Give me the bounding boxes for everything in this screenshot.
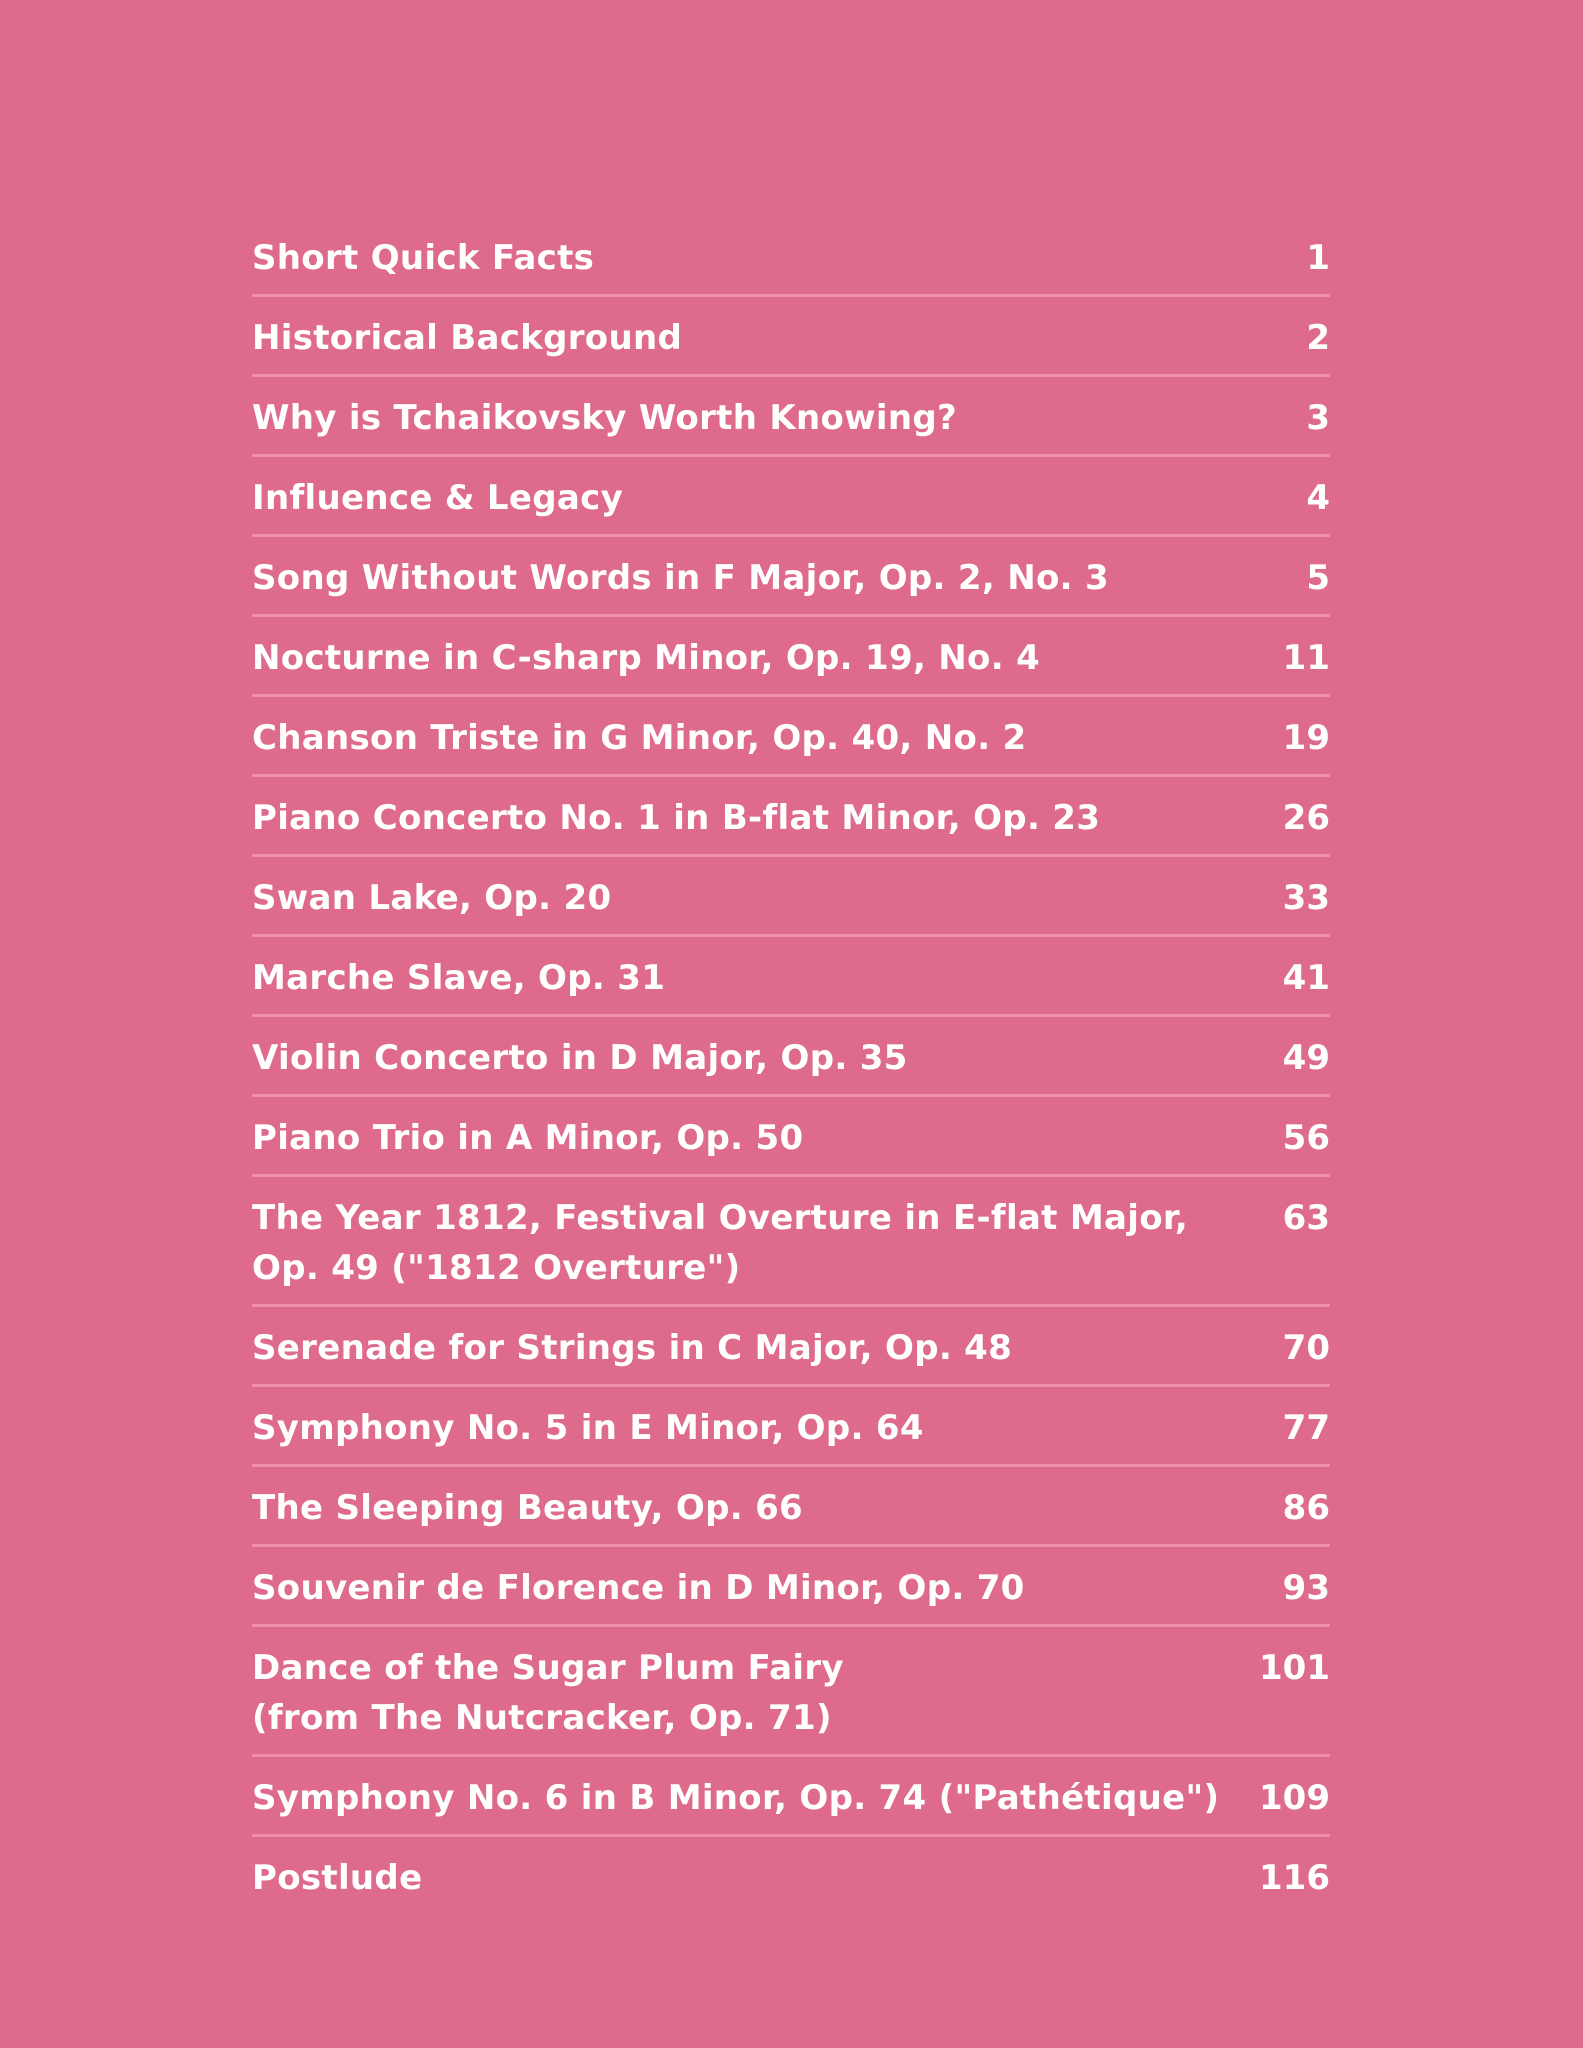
toc-entry-title-line-2: Op. 49 ("1812 Overture")	[252, 1248, 741, 1288]
toc-entry-historical-background[interactable]	[252, 297, 1330, 377]
toc-entry-sleeping-beauty[interactable]	[252, 1467, 1330, 1547]
toc-entry-title: Why is Tchaikovsky Worth Knowing?	[252, 398, 957, 438]
toc-entry-title	[252, 1643, 844, 1743]
toc-entry-title-line-1: Dance of the Sugar Plum Fairy	[252, 1648, 844, 1688]
toc-entry-page: 49	[1282, 1038, 1330, 1078]
toc-entry-title: Marche Slave, Op. 31	[252, 958, 666, 998]
toc-entry-page: 2	[1306, 318, 1330, 358]
toc-entry-short-quick-facts[interactable]	[252, 217, 1330, 297]
toc-entry-page: 41	[1282, 958, 1330, 998]
toc-entry-page: 109	[1259, 1778, 1330, 1818]
toc-entry-page: 77	[1282, 1408, 1330, 1448]
toc-entry-title	[252, 1193, 1188, 1293]
toc-entry-title: The Sleeping Beauty, Op. 66	[252, 1488, 803, 1528]
toc-entry-title: Chanson Triste in G Minor, Op. 40, No. 2	[252, 718, 1027, 758]
toc-entry-nocturne[interactable]	[252, 617, 1330, 697]
toc-entry-title: Violin Concerto in D Major, Op. 35	[252, 1038, 908, 1078]
toc-entry-title: Song Without Words in F Major, Op. 2, No. 3	[252, 558, 1109, 598]
toc-entry-1812-overture[interactable]	[252, 1177, 1330, 1307]
toc-entry-title: Short Quick Facts	[252, 238, 595, 278]
toc-entry-title: Swan Lake, Op. 20	[252, 878, 612, 918]
toc-entry-swan-lake[interactable]	[252, 857, 1330, 937]
toc-entry-title: Souvenir de Florence in D Minor, Op. 70	[252, 1568, 1025, 1608]
toc-entry-piano-trio[interactable]	[252, 1097, 1330, 1177]
toc-entry-postlude[interactable]	[252, 1837, 1330, 1917]
toc-entry-title: Influence & Legacy	[252, 478, 624, 518]
toc-entry-page: 26	[1282, 798, 1330, 838]
toc-entry-title: Serenade for Strings in C Major, Op. 48	[252, 1328, 1013, 1368]
toc-entry-page: 1	[1306, 238, 1330, 278]
toc-entry-title: Piano Concerto No. 1 in B-flat Minor, Op. 23	[252, 798, 1101, 838]
toc-entry-sugar-plum-fairy[interactable]	[252, 1627, 1330, 1757]
toc-entry-page: 86	[1282, 1488, 1330, 1528]
toc-entry-souvenir-florence[interactable]	[252, 1547, 1330, 1627]
toc-entry-title-line-1: The Year 1812, Festival Overture in E-flat Major,	[252, 1198, 1189, 1238]
toc-entry-page: 19	[1282, 718, 1330, 758]
toc-entry-title: Nocturne in C-sharp Minor, Op. 19, No. 4	[252, 638, 1041, 678]
toc-entry-page: 63	[1282, 1198, 1330, 1238]
toc-entry-title: Historical Background	[252, 318, 683, 358]
toc-entry-page: 5	[1306, 558, 1330, 598]
toc-entry-symphony-6[interactable]	[252, 1757, 1330, 1837]
toc-entry-chanson-triste[interactable]	[252, 697, 1330, 777]
toc-entry-page: 3	[1306, 398, 1330, 438]
toc-entry-page: 70	[1282, 1328, 1330, 1368]
toc-entry-title: Piano Trio in A Minor, Op. 50	[252, 1118, 804, 1158]
toc-entry-piano-concerto-1[interactable]	[252, 777, 1330, 857]
toc-entry-page: 4	[1306, 478, 1330, 518]
toc-entry-page: 11	[1282, 638, 1330, 678]
toc-entry-title: Postlude	[252, 1858, 423, 1898]
toc-entry-title-line-2: (from The Nutcracker, Op. 71)	[252, 1698, 832, 1738]
toc-entry-page: 33	[1282, 878, 1330, 918]
toc-entry-title: Symphony No. 5 in E Minor, Op. 64	[252, 1408, 924, 1448]
toc-entry-serenade-strings[interactable]	[252, 1307, 1330, 1387]
toc-entry-page: 56	[1282, 1118, 1330, 1158]
toc-entry-symphony-5[interactable]	[252, 1387, 1330, 1467]
toc-entry-why-tchaikovsky[interactable]	[252, 377, 1330, 457]
toc-entry-title: Symphony No. 6 in B Minor, Op. 74 ("Pathétique")	[252, 1778, 1220, 1818]
toc-entry-influence-legacy[interactable]	[252, 457, 1330, 537]
toc-entry-marche-slave[interactable]	[252, 937, 1330, 1017]
toc-entry-page: 116	[1259, 1858, 1330, 1898]
toc-entry-page: 93	[1282, 1568, 1330, 1608]
toc-entry-song-without-words[interactable]	[252, 537, 1330, 617]
table-of-contents	[252, 217, 1330, 1917]
toc-entry-page: 101	[1259, 1648, 1330, 1688]
toc-entry-violin-concerto[interactable]	[252, 1017, 1330, 1097]
